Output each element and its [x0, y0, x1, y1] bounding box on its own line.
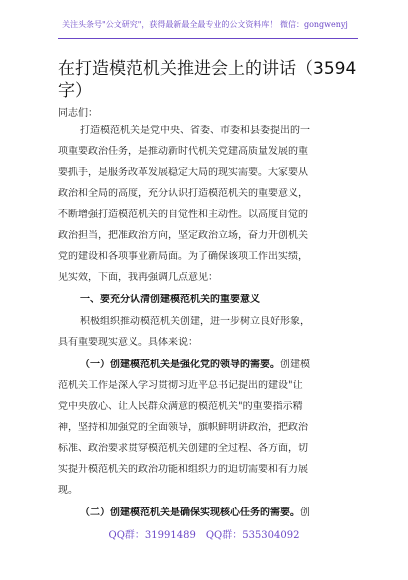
paragraph-line: 党中央放心、让人民群众满意的模范机关"的重要指示精: [58, 401, 303, 412]
subsection-heading: （二）创建模范机关是确保实现核心任务的需要。: [80, 507, 300, 518]
paragraph-line: 政治担当，把准政治方向，坚定政治立场，奋力开创机关: [58, 230, 308, 241]
paragraph-line: 现。: [58, 485, 78, 496]
header-divider: [58, 38, 358, 39]
paragraph-line: 标准、政治要求贯穿模范机关创建的全过程、各方面，切: [58, 443, 308, 454]
section-heading: 一、要充分认清创建模范机关的重要意义: [80, 294, 260, 305]
footer-qq-group-2: QQ群：535304092: [205, 530, 300, 541]
subsection-text: 创: [300, 507, 310, 518]
paragraph-line: 打造模范机关是党中央、省委、市委和县委提出的一: [80, 125, 310, 136]
paragraph-line: 要抓手，是服务改革发展稳定大局的现实需要。大家要从: [58, 167, 308, 178]
paragraph-line: 具有重要现实意义。具体来说：: [58, 337, 198, 348]
subsection-text: 创建模: [280, 359, 310, 370]
paragraph-line: 范机关工作是深入学习贯彻习近平总书记提出的建设"让: [58, 380, 303, 391]
paragraph-line: 不断增强打造模范机关的自觉性和主动性。以高度自觉的: [58, 209, 308, 220]
footer: [0, 526, 408, 546]
subsection-heading: （一）创建模范机关是强化党的领导的需要。: [80, 359, 280, 370]
paragraph-line: 项重要政治任务，是推动新时代机关党建高质量发展的重: [58, 146, 308, 157]
subsection-line: [80, 507, 380, 519]
subsection-line: [80, 359, 380, 371]
paragraph-line: 党的建设和各项事业新局面。为了确保该项工作出实绩，: [58, 251, 308, 262]
salutation: 同志们：: [58, 108, 98, 119]
paragraph-line: 积极组织推动模范机关创建，进一步树立良好形象，: [80, 316, 310, 327]
paragraph-line: 神，坚持和加强党的全面领导，旗帜鲜明讲政治，把政治: [58, 422, 308, 433]
paragraph-line: 实提升模范机关的政治功能和组织力的迫切需要和有力展: [58, 464, 308, 475]
paragraph-line: 见实效，下面，我再强调几点意见：: [58, 272, 218, 283]
footer-qq-group-1: QQ群：31991489: [108, 530, 196, 541]
title-line-1: 在打造模范机关推进会上的讲话（3594: [58, 59, 357, 79]
document-title: [58, 58, 358, 102]
paragraph-line: 政治和全局的高度，充分认识打造模范机关的重要意义，: [58, 188, 308, 199]
title-line-2: 字）: [58, 81, 92, 101]
header-banner: 关注头条号"公文研究"，获得最新最全最专业的公文资料库！ 微信：gongwenyj: [62, 19, 348, 29]
